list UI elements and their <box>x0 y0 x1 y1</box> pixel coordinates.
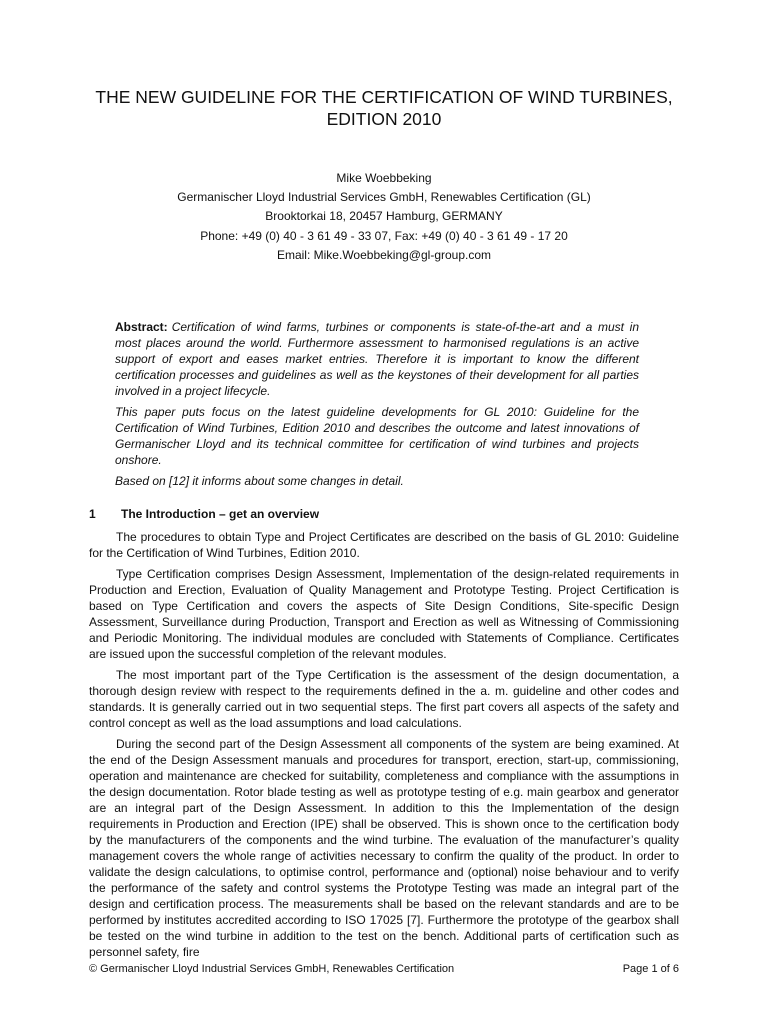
section-title: The Introduction – get an overview <box>121 507 320 521</box>
title-line-1: THE NEW GUIDELINE FOR THE CERTIFICATION OF WIND TURBINES, <box>95 87 673 107</box>
footer-page-number: Page 1 of 6 <box>622 963 679 975</box>
footer-copyright: © Germanischer Lloyd Industrial Services GmbH, Renewables Certification <box>89 963 455 975</box>
body-paragraph: During the second part of the Design Assessment all components of the system are being examined. At the end of the Design Assessment manuals and procedures for transport, erection, start-up, commissioning, operation and maintenance are checked for suitability, completeness and compliance with the assumptions in the design documentation. Rotor blade testing as well as prototype testing of e.g. main gearbox and generator are an integral part of the Design Assessment. In addition to this the Implementation of the design requirements in Production and Erection (IPE) shall be observed. This is shown once to the certification body by the manufacturers of the components and the wind turbine. The evaluation of the manufacturer’s quality management covers the whole range of activities necessary to confirm the quality of the product. In order to validate the design calculations, to optimise control, performance and (optional) noise behaviour and to verify the performance of the safety and control systems the Prototype Testing was made an integral part of the design and certification process. The measurements shall be based on the relevant standards and are to be performed by institutes accredited according to ISO 17025 [7]. Furthermore the prototype of the gearbox shall be tested on the wind turbine in addition to the test on the bench. Additional parts of certification such as personnel safety, fire <box>89 737 679 959</box>
author-phone: Phone: +49 (0) 40 - 3 61 49 - 33 07, Fax: +49 (0) 40 - 3 61 49 - 17 20 <box>200 228 568 243</box>
section-introduction <box>89 506 679 965</box>
body-paragraph: The most important part of the Type Certification is the assessment of the design documentation, a thorough design review with respect to the requirements defined in the a. m. guideline and other codes and standards. It is generally carried out in two sequential steps. The first part covers all aspects of the safety and control concept as well as the load assumptions and load calculations. <box>89 668 679 730</box>
section-heading <box>89 506 679 522</box>
abstract-paragraph <box>115 319 639 399</box>
body-paragraph: The procedures to obtain Type and Project Certificates are described on the basis of GL 2010: Guideline for the Certification of Wind Turbines, Edition 2010. <box>89 530 679 560</box>
abstract-text: Certification of wind farms, turbines or components is state-of-the-art and a must in most places around the world. Furthermore assessment to harmonised regulations is an active support of export and eases market entries. Therefore it is important to know the different certification processes and guidelines as well as the keystones of their development for all parties involved in a project lifecycle. <box>115 320 639 398</box>
author-email: Email: Mike.Woebbeking@gl-group.com <box>276 247 492 262</box>
body-paragraph: Type Certification comprises Design Assessment, Implementation of the design-related requirements in Production and Erection, Evaluation of Quality Management and Prototype Testing. Project Certification is based on Type Certification and covers the aspects of Site Design Conditions, Site-specific Design Assessment, Surveillance during Production, Transport and Erection as well as Witnessing of Commissioning and Periodic Monitoring. The individual modules are concluded with Statements of Compliance. Certificates are issued upon the successful completion of the relevant modules. <box>89 567 679 661</box>
author-block <box>60 169 708 265</box>
section-number: 1 <box>89 507 96 521</box>
abstract-paragraph: This paper puts focus on the latest guideline developments for GL 2010: Guideline for the Certification of Wind Turbines, Edition 2010 and describes the outcome and latest innovations of Germanischer Lloyd and its technical committee for certification of wind turbines and projects onshore. <box>115 405 639 467</box>
author-address: Brooktorkai 18, 20457 Hamburg, GERMANY <box>265 209 503 224</box>
author-name: Mike Woebbeking <box>336 171 432 185</box>
abstract-paragraph: Based on [12] it informs about some changes in detail. <box>115 474 404 488</box>
author-affiliation: Germanischer Lloyd Industrial Services GmbH, Renewables Certification (GL) <box>177 190 591 205</box>
title-line-2: EDITION 2010 <box>326 109 442 129</box>
abstract-label: Abstract: <box>115 320 168 334</box>
abstract <box>115 319 639 494</box>
page-footer <box>89 962 679 976</box>
section-body <box>89 529 679 960</box>
document-title <box>60 86 708 130</box>
